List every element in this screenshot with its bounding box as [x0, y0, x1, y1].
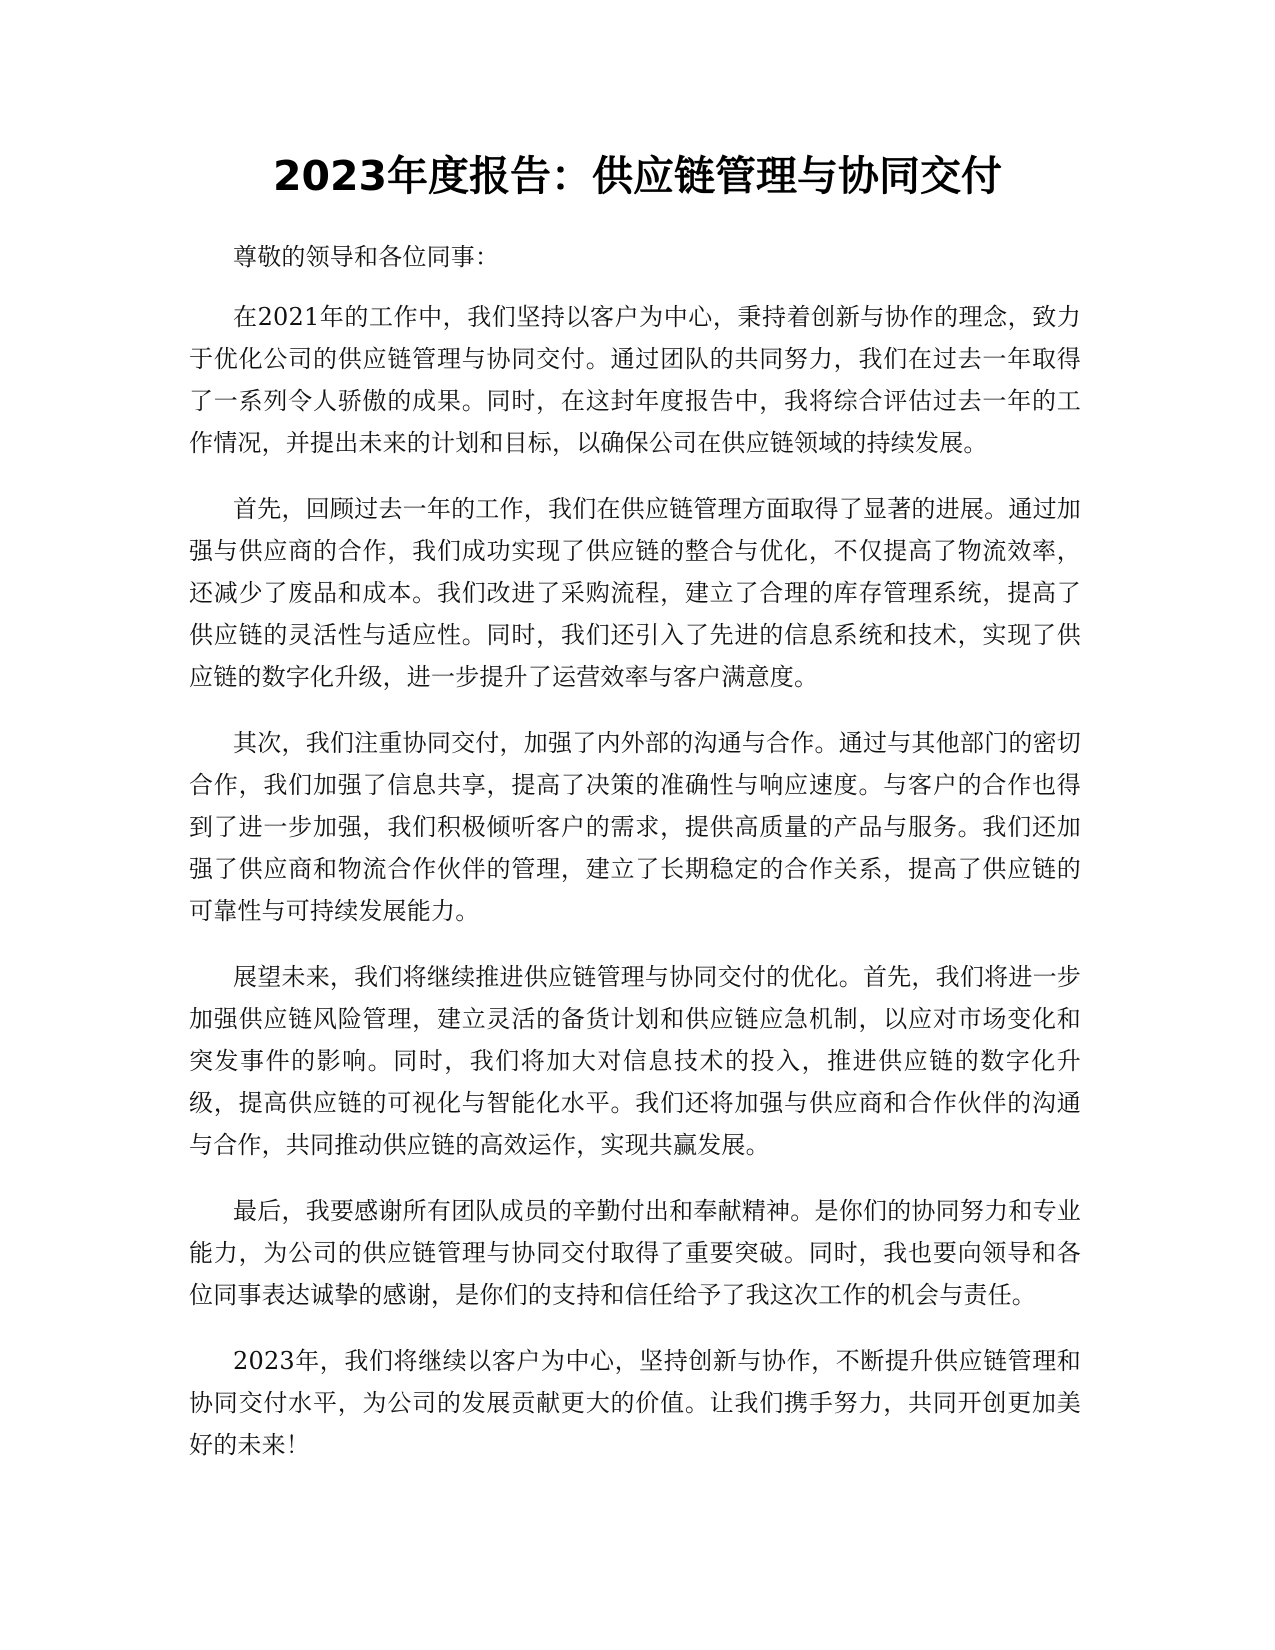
paragraph-acknowledgement: 最后，我要感谢所有团队成员的辛勤付出和奉献精神。是你们的协同努力和专业能力，为公司的供应链管理与协同交付取得了重要突破。同时，我也要向领导和各位同事表达诚挚的感谢，是你们的支持和信任给予了我这次工作的机会与责任。	[189, 1197, 1081, 1309]
paragraph-collaborative-delivery: 其次，我们注重协同交付，加强了内外部的沟通与合作。通过与其他部门的密切合作，我们加强了信息共享，提高了决策的准确性与响应速度。与客户的合作也得到了进一步加强，我们积极倾听客户的需求，提供高质量的产品与服务。我们还加强了供应商和物流合作伙伴的管理，建立了长期稳定的合作关系，提高了供应链的可靠性与可持续发展能力。	[189, 729, 1081, 925]
page-title: 2023年度报告：供应链管理与协同交付	[272, 152, 1003, 200]
paragraph-supply-chain-progress: 首先，回顾过去一年的工作，我们在供应链管理方面取得了显著的进展。通过加强与供应商的合作，我们成功实现了供应链的整合与优化，不仅提高了物流效率，还减少了废品和成本。我们改进了采购流程，建立了合理的库存管理系统，提高了供应链的灵活性与适应性。同时，我们还引入了先进的信息系统和技术，实现了供应链的数字化升级，进一步提升了运营效率与客户满意度。	[189, 495, 1081, 691]
paragraph-intro: 在2021年的工作中，我们坚持以客户为中心，秉持着创新与协作的理念，致力于优化公司的供应链管理与协同交付。通过团队的共同努力，我们在过去一年取得了一系列令人骄傲的成果。同时，在这封年度报告中，我将综合评估过去一年的工作情况，并提出未来的计划和目标，以确保公司在供应链领域的持续发展。	[189, 303, 1081, 457]
document-body	[189, 236, 1081, 1490]
paragraph-future-outlook: 展望未来，我们将继续推进供应链管理与协同交付的优化。首先，我们将进一步加强供应链风险管理，建立灵活的备货计划和供应链应急机制，以应对市场变化和突发事件的影响。同时，我们将加大对信息技术的投入，推进供应链的数字化升级，提高供应链的可视化与智能化水平。我们还将加强与供应商和合作伙伴的沟通与合作，共同推动供应链的高效运作，实现共赢发展。	[189, 963, 1081, 1159]
paragraph-closing: 2023年，我们将继续以客户为中心，坚持创新与协作，不断提升供应链管理和协同交付水平，为公司的发展贡献更大的价值。让我们携手努力，共同开创更加美好的未来！	[189, 1347, 1081, 1459]
salutation: 尊敬的领导和各位同事：	[233, 243, 500, 271]
